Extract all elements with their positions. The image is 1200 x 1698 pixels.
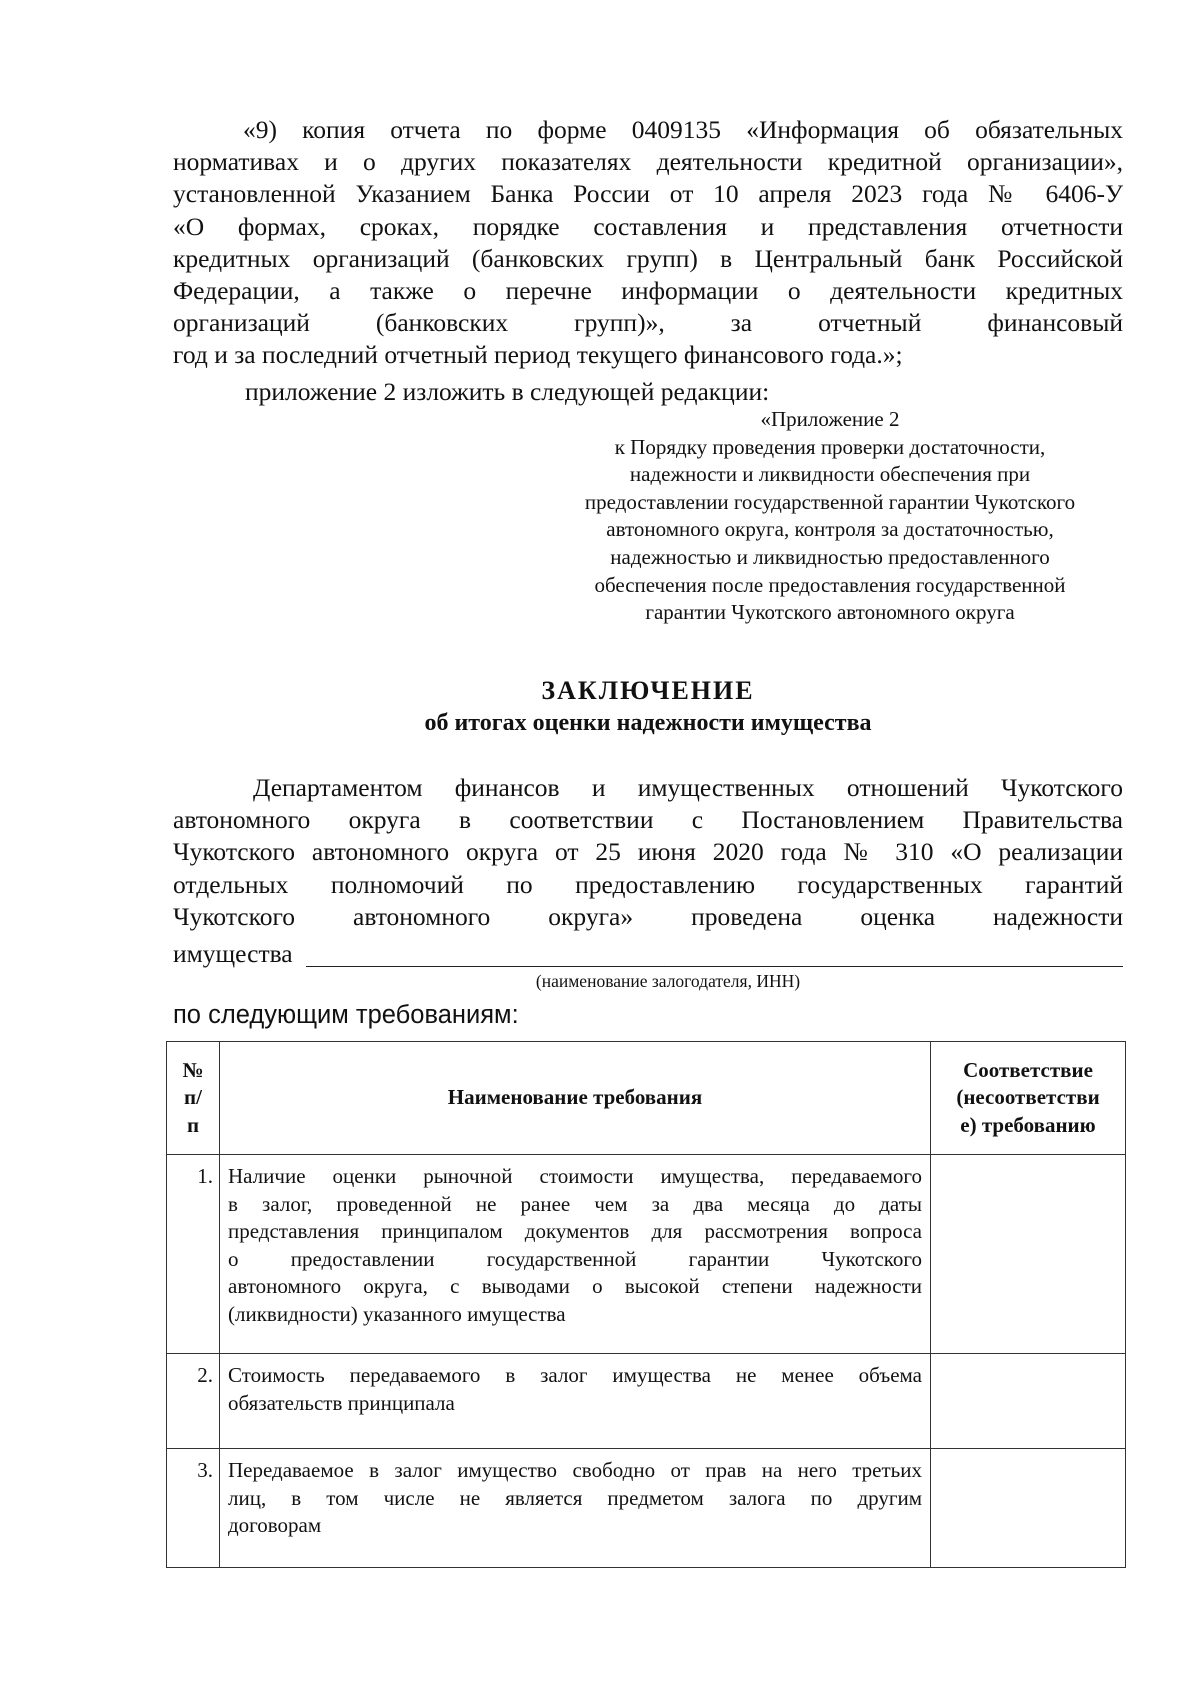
document-title: ЗАКЛЮЧЕНИЕ xyxy=(541,676,755,705)
row-compliance-cell[interactable] xyxy=(931,1354,1126,1449)
row-compliance-cell[interactable] xyxy=(931,1449,1126,1568)
text-line: автономного округа в соответствии с Постановлением Правительства xyxy=(173,805,1123,835)
appendix-line: к Порядку проведения проверки достаточности, xyxy=(614,434,1046,459)
table-header-row xyxy=(167,1042,1126,1155)
text-line: Департаментом финансов и имущественных отношений Чукотского xyxy=(253,773,1123,802)
row-number: 1. xyxy=(167,1155,220,1354)
header-num: № п/ п xyxy=(167,1042,220,1155)
row-number: 3. xyxy=(167,1449,220,1568)
row-requirement: Стоимость передаваемого в залог имущества не менее объема обязательств принципала xyxy=(220,1354,931,1449)
appendix-line: гарантии Чукотского автономного округа xyxy=(645,600,1015,625)
text-line: установленной Указанием Банка России от 10 апреля 2023 года № 6406-У xyxy=(173,179,1123,209)
text-line: «9) копия отчета по форме 0409135 «Информация об обязательных xyxy=(243,115,1123,144)
text-line: организаций (банковских групп)», за отчетный финансовый xyxy=(173,308,1123,338)
text-line: Федерации, а также о перечне информации о деятельности кредитных xyxy=(173,276,1123,306)
document-subtitle: об итогах оценки надежности имущества xyxy=(424,710,872,736)
text-line: кредитных организаций (банковских групп) в Центральный банк Российской xyxy=(173,243,1123,273)
paragraph-item-9 xyxy=(173,114,1123,372)
table-row xyxy=(167,1449,1126,1568)
row-requirement: Наличие оценки рыночной стоимости имущества, передаваемого в залог, проведенной не ранее чем за два месяца до даты представления принципалом документов для рассмотрения вопроса о предоставлении государственной гарантии Чукотского автономного округа, с выводами о высокой степени надежности (ликвидности) указанного имущества xyxy=(220,1155,931,1354)
blank-underline[interactable] xyxy=(306,966,1123,967)
table-row xyxy=(167,1155,1126,1354)
requirements-table xyxy=(166,1041,1126,1568)
appendix-line: автономного округа, контроля за достаточностью, xyxy=(606,517,1054,542)
text-line: имущества xyxy=(173,939,293,968)
appendix-line: «Приложение 2 xyxy=(760,407,900,431)
paragraph-department xyxy=(173,772,1123,933)
requirements-intro: по следующим требованиям: xyxy=(173,1001,519,1029)
appendix-line: надежностью и ликвидностью предоставленного xyxy=(610,544,1050,569)
text-line: нормативах и о других показателях деятельности кредитной организации», xyxy=(173,147,1123,177)
text-line: Чукотского автономного округа» проведена оценка надежности xyxy=(173,901,1123,931)
row-number: 2. xyxy=(167,1354,220,1449)
row-requirement: Передаваемое в залог имущество свободно от прав на него третьих лиц, в том числе не является предметом залога по другим договорам xyxy=(220,1449,931,1568)
appendix-line: обеспечения после предоставления государственной xyxy=(594,572,1066,597)
paragraph-appendix-intro: приложение 2 изложить в следующей редакции: xyxy=(245,377,770,406)
table-row xyxy=(167,1354,1126,1449)
text-line: отдельных полномочий по предоставлению государственных гарантий xyxy=(173,869,1123,899)
appendix-reference xyxy=(540,406,1120,627)
appendix-line: предоставлении государственной гарантии Чукотского xyxy=(584,489,1076,514)
text-line: год и за последний отчетный период текущего финансового года.»; xyxy=(173,340,903,370)
header-compliance: Соответствие (несоответстви е) требованию xyxy=(931,1042,1126,1155)
appendix-line: надежности и ликвидности обеспечения при xyxy=(629,462,1031,487)
pledgor-fill-line xyxy=(173,938,1123,970)
header-requirement-name: Наименование требования xyxy=(220,1042,931,1155)
text-line: «О формах, сроках, порядке составления и представления отчетности xyxy=(173,211,1123,241)
text-line: Чукотского автономного округа от 25 июня 2020 года № 310 «О реализации xyxy=(173,837,1123,867)
underline-caption: (наименование залогодателя, ИНН) xyxy=(535,971,801,991)
row-compliance-cell[interactable] xyxy=(931,1155,1126,1354)
